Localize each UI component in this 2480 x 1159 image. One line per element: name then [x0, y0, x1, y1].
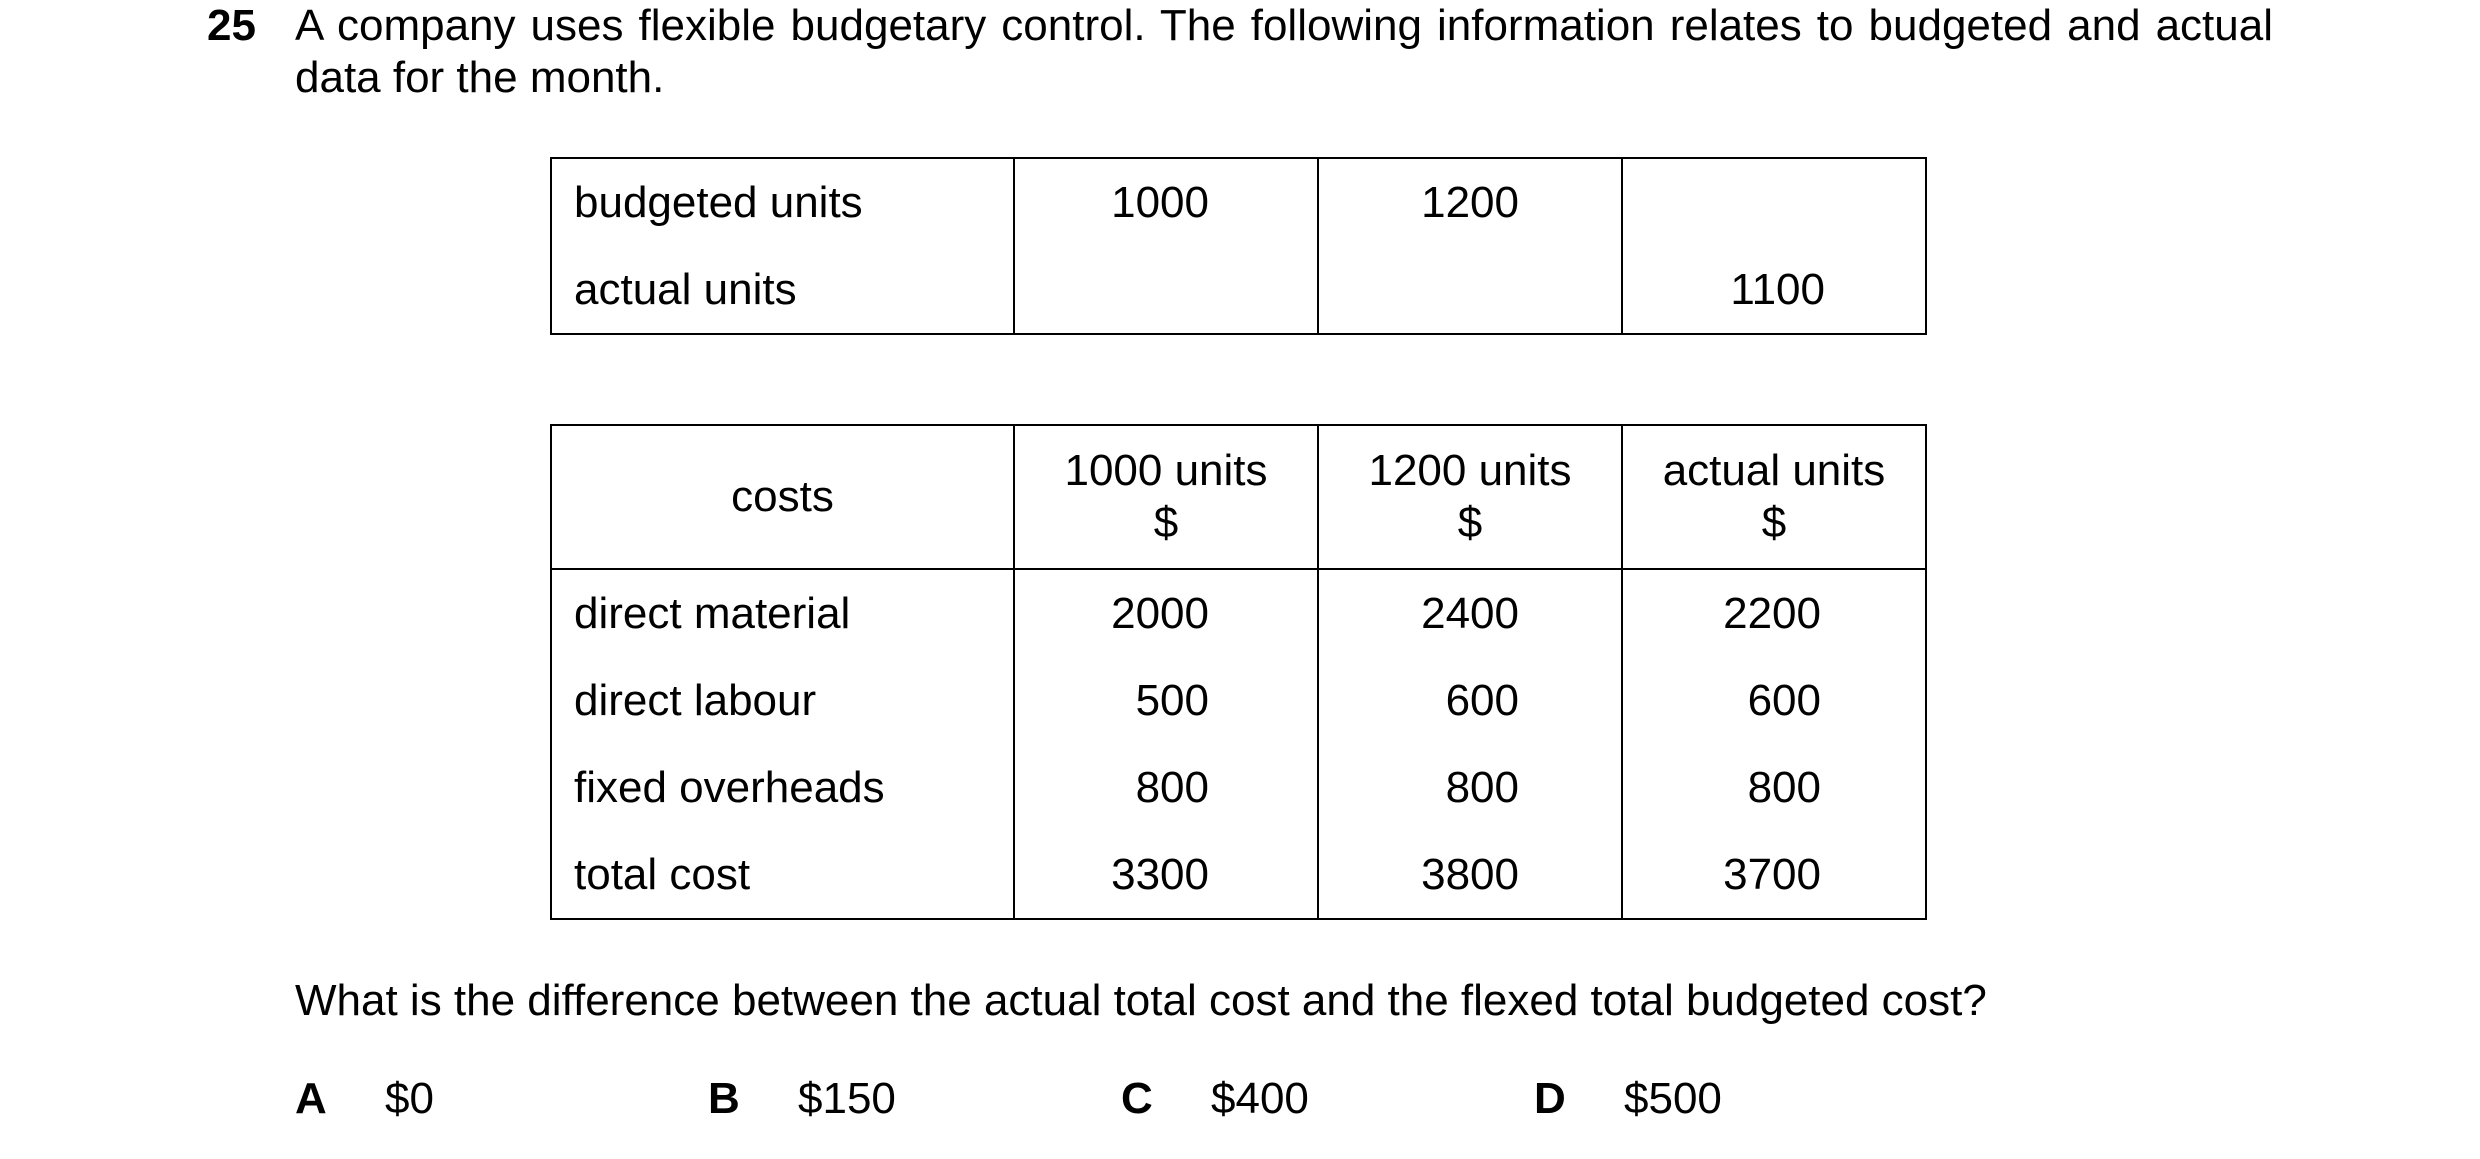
table-row	[551, 831, 1926, 919]
costs-table	[550, 424, 1927, 920]
option-letter: D	[1534, 1074, 1566, 1123]
table-row	[551, 657, 1926, 744]
table-row	[551, 744, 1926, 831]
cell-value: 3300	[1014, 831, 1318, 919]
option-letter: C	[1121, 1074, 1153, 1123]
row-label: budgeted units	[551, 158, 1014, 246]
option-a[interactable]	[295, 1073, 434, 1125]
cell-value: 800	[1014, 744, 1318, 831]
cell-value: 2200	[1622, 569, 1926, 657]
table-row	[551, 569, 1926, 657]
cell-value: 800	[1318, 744, 1622, 831]
option-value: $400	[1211, 1074, 1309, 1123]
cell-value: 1100	[1622, 246, 1926, 334]
question-stem: A company uses flexible budgetary control. The following information relates to budgeted and actual data for the month.	[295, 1, 2273, 102]
question-number: 25	[207, 1, 256, 50]
cell-value	[1318, 246, 1622, 334]
table-row	[551, 158, 1926, 246]
cell-value: 3800	[1318, 831, 1622, 919]
cell-value: 600	[1318, 657, 1622, 744]
cell-value: 1000	[1014, 158, 1318, 246]
row-label: direct material	[551, 569, 1014, 657]
cell-value: 2400	[1318, 569, 1622, 657]
header-1200-units: 1200 units $	[1318, 425, 1622, 569]
option-letter: B	[708, 1074, 740, 1123]
cell-value: 1200	[1318, 158, 1622, 246]
cell-value	[1014, 246, 1318, 334]
option-letter: A	[295, 1074, 327, 1123]
option-d[interactable]	[1534, 1073, 1722, 1125]
cell-value: 600	[1622, 657, 1926, 744]
header-1000-units: 1000 units $	[1014, 425, 1318, 569]
option-b[interactable]	[708, 1073, 896, 1125]
row-label: actual units	[551, 246, 1014, 334]
row-label: fixed overheads	[551, 744, 1014, 831]
cell-value: 500	[1014, 657, 1318, 744]
option-value: $150	[798, 1074, 896, 1123]
row-label: direct labour	[551, 657, 1014, 744]
header-actual-units: actual units $	[1622, 425, 1926, 569]
cell-value	[1622, 158, 1926, 246]
units-table	[550, 157, 1927, 335]
option-c[interactable]	[1121, 1073, 1309, 1125]
option-value: $0	[385, 1074, 434, 1123]
cell-value: 800	[1622, 744, 1926, 831]
option-value: $500	[1624, 1074, 1722, 1123]
table-header-row	[551, 425, 1926, 569]
header-costs: costs	[551, 425, 1014, 569]
row-label: total cost	[551, 831, 1014, 919]
question-prompt: What is the difference between the actual total cost and the flexed total budgeted cost?	[295, 976, 1987, 1025]
cell-value: 3700	[1622, 831, 1926, 919]
cell-value: 2000	[1014, 569, 1318, 657]
table-row	[551, 246, 1926, 334]
